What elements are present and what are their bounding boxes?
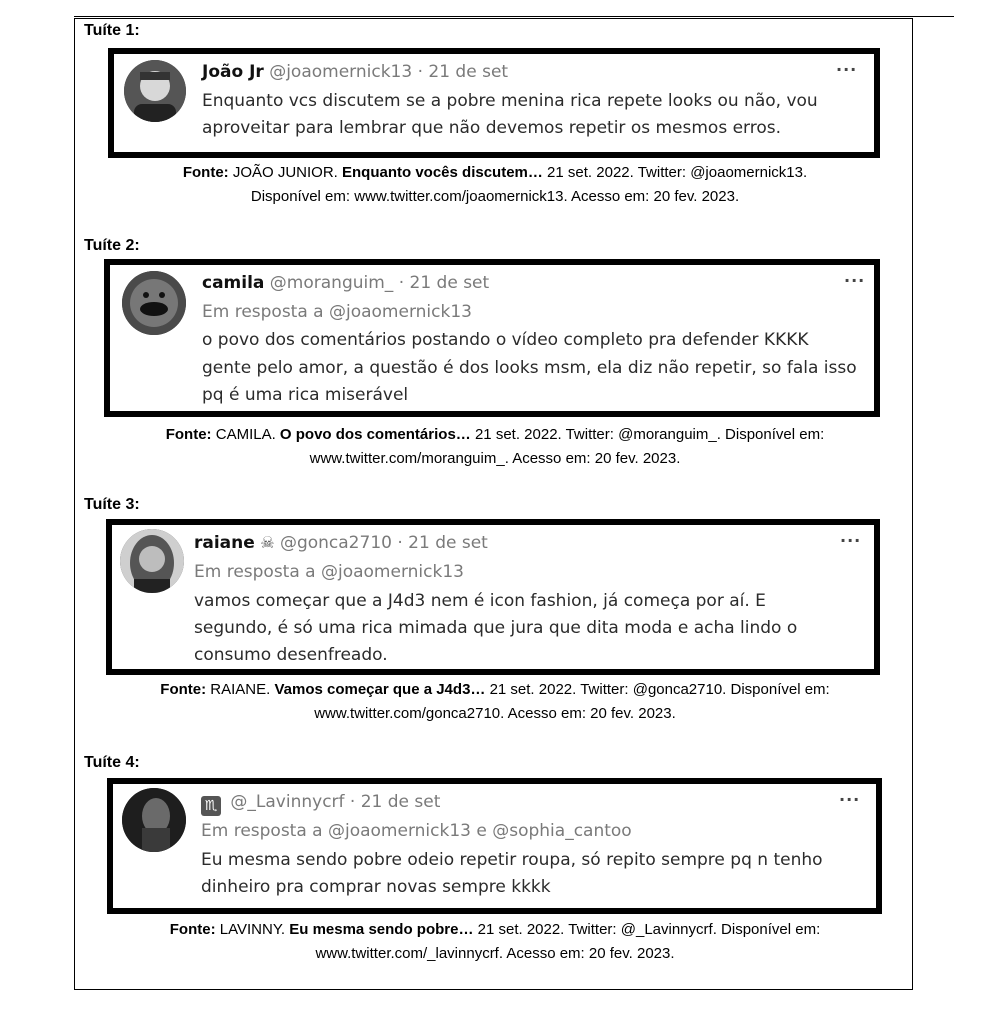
tweet-4-handle[interactable]: @_Lavinnycrf	[230, 792, 345, 812]
tweet-1-more-icon[interactable]: ···	[836, 60, 858, 79]
tweet-1-header	[202, 62, 508, 82]
tweet-4-date[interactable]: · 21 de set	[349, 792, 441, 812]
tweet-1-card	[108, 48, 880, 158]
source-title: Eu mesma sendo pobre…	[289, 921, 474, 938]
source-title: O povo dos comentários…	[279, 426, 471, 443]
source-author: RAIANE.	[206, 681, 275, 698]
tweet-2-date[interactable]: · 21 de set	[398, 273, 490, 293]
source-details: 21 set. 2022. Twitter: @_Lavinnycrf. Disponível em:	[473, 921, 821, 938]
source-author: CAMILA.	[211, 426, 280, 443]
tweet-2-label: Tuíte 2:	[84, 237, 140, 254]
tweet-3-reply-to[interactable]: Em resposta a @joaomernick13	[194, 562, 464, 582]
source-prefix: Fonte:	[182, 164, 229, 181]
tweet-2-card	[104, 259, 880, 417]
source-details: 21 set. 2022. Twitter: @gonca2710. Disponível em:	[485, 681, 830, 698]
tweet-3-more-icon[interactable]: ···	[840, 531, 862, 550]
source-availability: www.twitter.com/_lavinnycrf. Acesso em: 20 fev. 2023.	[315, 945, 675, 962]
tweet-2-reply-to[interactable]: Em resposta a @joaomernick13	[202, 302, 472, 322]
tweet-3-text-line: consumo desenfreado.	[194, 645, 388, 665]
source-author: JOÃO JUNIOR.	[228, 164, 343, 181]
tweet-4-source	[90, 918, 900, 966]
source-availability: www.twitter.com/moranguim_. Acesso em: 20 fev. 2023.	[309, 450, 681, 467]
tweet-1-avatar[interactable]	[124, 60, 186, 122]
source-prefix: Fonte:	[169, 921, 216, 938]
tweet-2-text-line: gente pelo amor, a questão é dos looks msm, ela diz não repetir, so fala isso	[202, 358, 857, 378]
tweet-1-text-line: aproveitar para lembrar que não devemos repetir os mesmos erros.	[202, 118, 782, 138]
tweet-3-header	[194, 533, 488, 553]
tweet-3-text-line: vamos começar que a J4d3 nem é icon fashion, já começa por aí. E	[194, 591, 766, 611]
smiling-face-photo-icon	[122, 271, 186, 335]
tweet-2-avatar[interactable]	[122, 271, 186, 335]
tweet-3-name[interactable]: raiane	[194, 533, 255, 553]
source-prefix: Fonte:	[160, 681, 207, 698]
source-author: LAVINNY.	[215, 921, 290, 938]
tweet-3-date[interactable]: · 21 de set	[397, 533, 488, 553]
tweet-4-reply-to[interactable]: Em resposta a @joaomernick13 e @sophia_cantoo	[201, 821, 632, 841]
tweet-3-text-line: segundo, é só uma rica mimada que jura que dita moda e acha lindo o	[194, 618, 798, 638]
tweet-4-header	[201, 792, 440, 816]
tweet-4-avatar[interactable]	[122, 788, 186, 852]
tweet-2-source	[90, 423, 900, 471]
source-availability: www.twitter.com/gonca2710. Acesso em: 20 fev. 2023.	[314, 705, 676, 722]
tweet-3-handle[interactable]: @gonca2710	[279, 533, 392, 553]
woman-photo-icon	[120, 529, 184, 593]
source-title: Vamos começar que a J4d3…	[274, 681, 486, 698]
tweet-3-card	[106, 519, 880, 675]
tweet-3-label: Tuíte 3:	[84, 496, 140, 513]
source-prefix: Fonte:	[165, 426, 212, 443]
tweet-2-more-icon[interactable]: ···	[844, 271, 866, 290]
tweet-2-name[interactable]: camila	[202, 273, 265, 293]
tweet-1-label: Tuíte 1:	[84, 22, 140, 39]
tweet-1-text-line: Enquanto vcs discutem se a pobre menina rica repete looks ou não, vou	[202, 91, 818, 111]
tweet-2-header	[202, 273, 489, 293]
source-details: 21 set. 2022. Twitter: @joaomernick13.	[542, 164, 808, 181]
tweet-4-text-line: Eu mesma sendo pobre odeio repetir roupa, só repito sempre pq n tenho	[201, 850, 823, 870]
tweet-1-source	[90, 161, 900, 209]
tweet-4-label: Tuíte 4:	[84, 754, 140, 771]
tweet-1-name[interactable]: João Jr	[202, 62, 264, 82]
tweet-1-date[interactable]: · 21 de set	[417, 62, 509, 82]
skull-icon: ☠	[260, 533, 275, 552]
tweet-4-card	[107, 778, 882, 914]
tweet-4-more-icon[interactable]: ···	[839, 790, 861, 809]
source-details: 21 set. 2022. Twitter: @moranguim_. Disponível em:	[470, 426, 825, 443]
tweet-3-avatar[interactable]	[120, 529, 184, 593]
tweet-2-handle[interactable]: @moranguim_	[269, 273, 394, 293]
tweet-4-text-line: dinheiro pra comprar novas sempre kkkk	[201, 877, 551, 897]
scorpio-icon: ♏	[201, 796, 221, 816]
person-photo-icon	[124, 60, 186, 122]
tweet-2-text-line: o povo dos comentários postando o vídeo completo pra defender KKKK	[202, 330, 809, 350]
tweet-3-source	[90, 678, 900, 726]
source-availability: Disponível em: www.twitter.com/joaomernick13. Acesso em: 20 fev. 2023.	[250, 188, 740, 205]
tweet-1-handle[interactable]: @joaomernick13	[269, 62, 413, 82]
top-rule	[74, 16, 954, 17]
tweet-2-text-line: pq é uma rica miserável	[202, 385, 409, 405]
source-title: Enquanto vocês discutem…	[342, 164, 543, 181]
dark-selfie-photo-icon	[122, 788, 186, 852]
